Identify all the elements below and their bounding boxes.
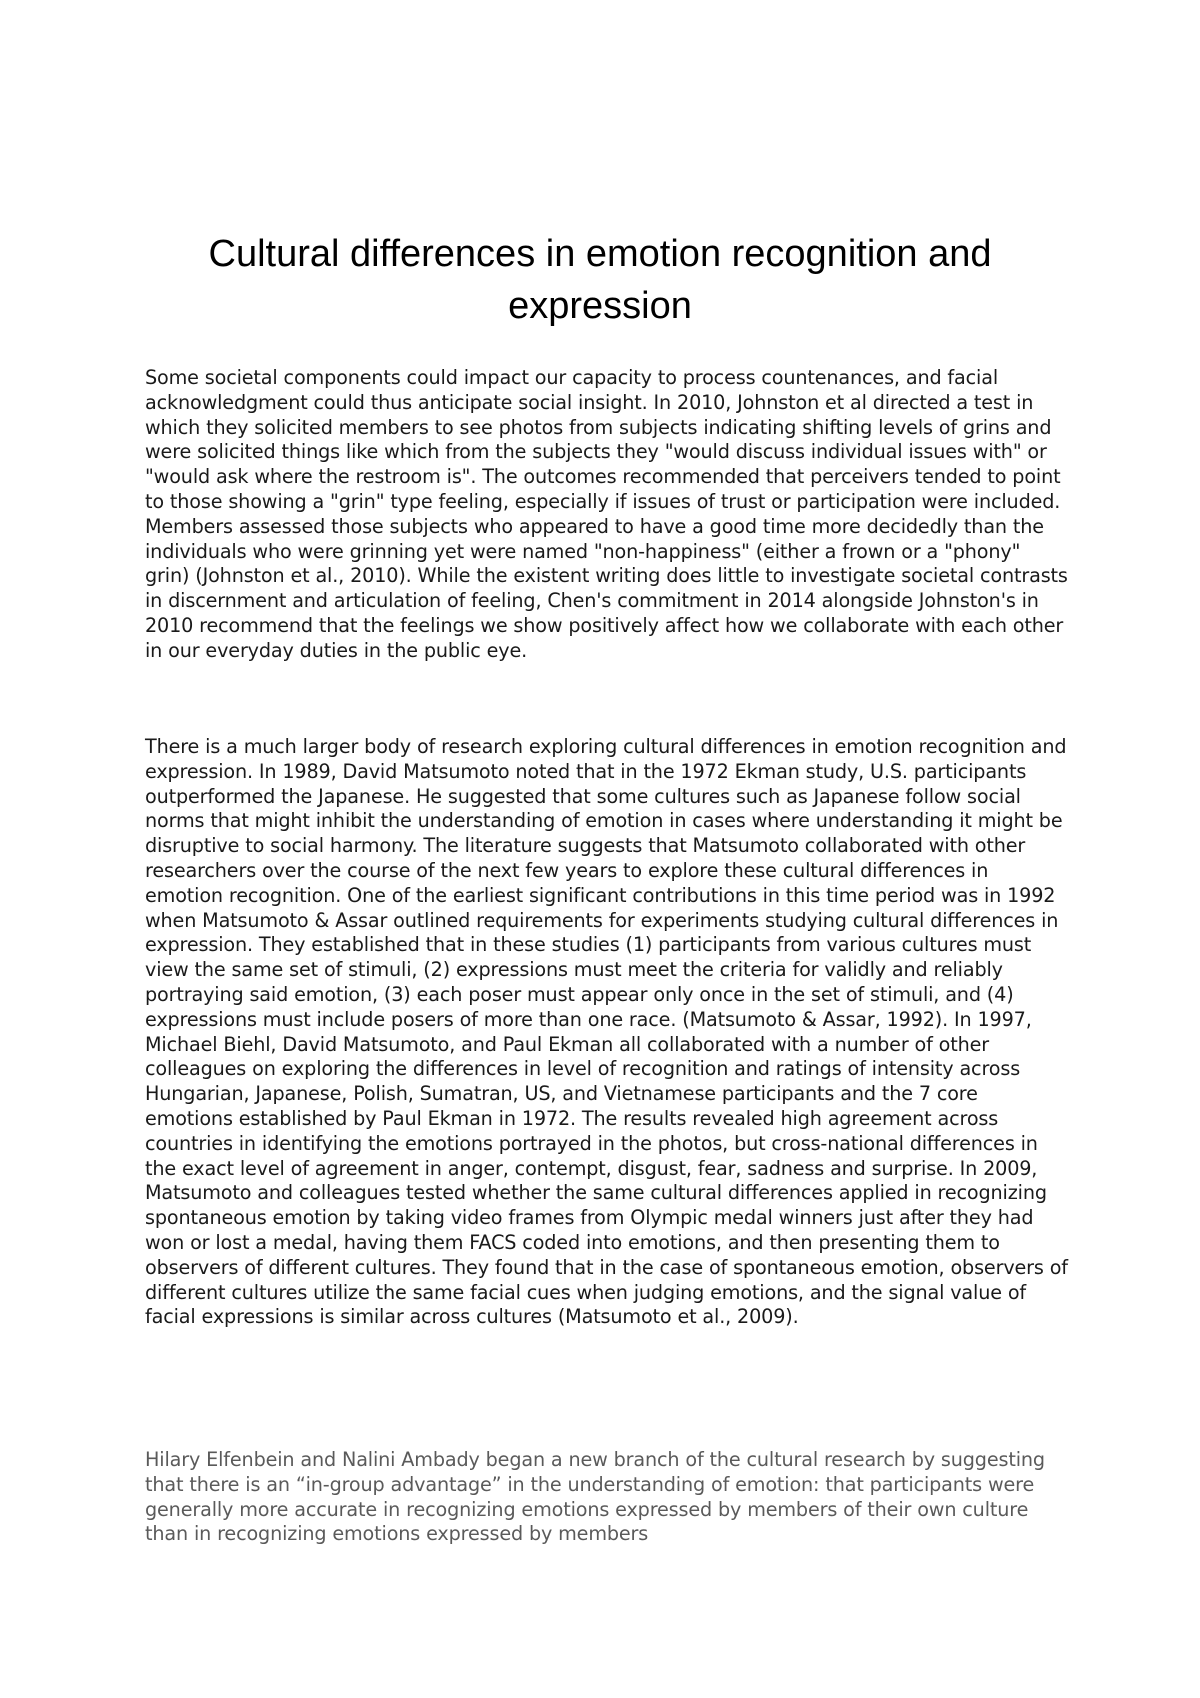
paragraph-emotion-social-perception: Some societal components could impact our capacity to process countenances, and facial acknowledgment could thus anticipate social insight. In 2010, Johnston et al directed a test in which they solicited members to see photos from subjects indicating shifting levels of grins and were solicited things like which from the subjects they "would discuss individual issues with" or "would ask where the restroom is". The outcomes recommended that perceivers tended to point to those showing a "grin" type feeling, especially if issues of trust or participation were included. Members assessed those subjects who appeared to have a good time more decidedly than the individuals who were grinning yet were named "non-happiness" (either a frown or a "phony" grin) (Johnston et al., 2010). While the existent writing does little to investigate societal contrasts in discernment and articulation of feeling, Chen's commitment in 2014 alongside Johnston's in 2010 recommend that the feelings we show positively affect how we collaborate with each other in our everyday duties in the public eye. [145,366,1068,662]
document-title: Cultural differences in emotion recognition and expression [208,233,992,327]
paragraph-cultural-differences-research: There is a much larger body of research exploring cultural differences in emotion recognition and expression. In 1989, David Matsumoto noted that in the 1972 Ekman study, U.S. participants outperformed the Japanese. He suggested that some cultures such as Japanese follow social norms that might inhibit the understanding of emotion in cases where understanding it might be disruptive to social harmony. The literature suggests that Matsumoto collaborated with other researchers over the course of the next few years to explore these cultural differences in emotion recognition. One of the earliest significant contributions in this time period was in 1992 when Matsumoto & Assar outlined requirements for experiments studying cultural differences in expression. They established that in these studies (1) participants from various cultures must view the same set of stimuli, (2) expressions must meet the criteria for validly and reliably portraying said emotion, (3) each poser must appear only once in the set of stimuli, and (4) expressions must include posers of more than one race. (Matsumoto & Assar, 1992). In 1997, Michael Biehl, David Matsumoto, and Paul Ekman all collaborated with a number of other colleagues on exploring the differences in level of recognition and ratings of intensity across Hungarian, Japanese, Polish, Sumatran, US, and Vietnamese participants and the 7 core emotions established by Paul Ekman in 1972. The results revealed high agreement across countries in identifying the emotions portrayed in the photos, but cross-national differences in the exact level of agreement in anger, contempt, disgust, fear, sadness and surprise. In 2009, Matsumoto and colleagues tested whether the same cultural differences applied in recognizing spontaneous emotion by taking video frames from Olympic medal winners just after they had won or lost a medal, having them FACS coded into emotions, and then presenting them to observers of different cultures. They found that in the case of spontaneous emotion, observers of different cultures utilize the same facial cues when judging emotions, and the signal value of facial expressions is similar across cultures (Matsumoto et al., 2009). [145,735,1068,1329]
paragraph-in-group-advantage: Hilary Elfenbein and Nalini Ambady began a new branch of the cultural research by suggesting that there is an “in-group advantage” in the understanding of emotion: that participants were generally more accurate in recognizing emotions expressed by members of their own culture than in recognizing emotions expressed by members [145,1448,1045,1546]
